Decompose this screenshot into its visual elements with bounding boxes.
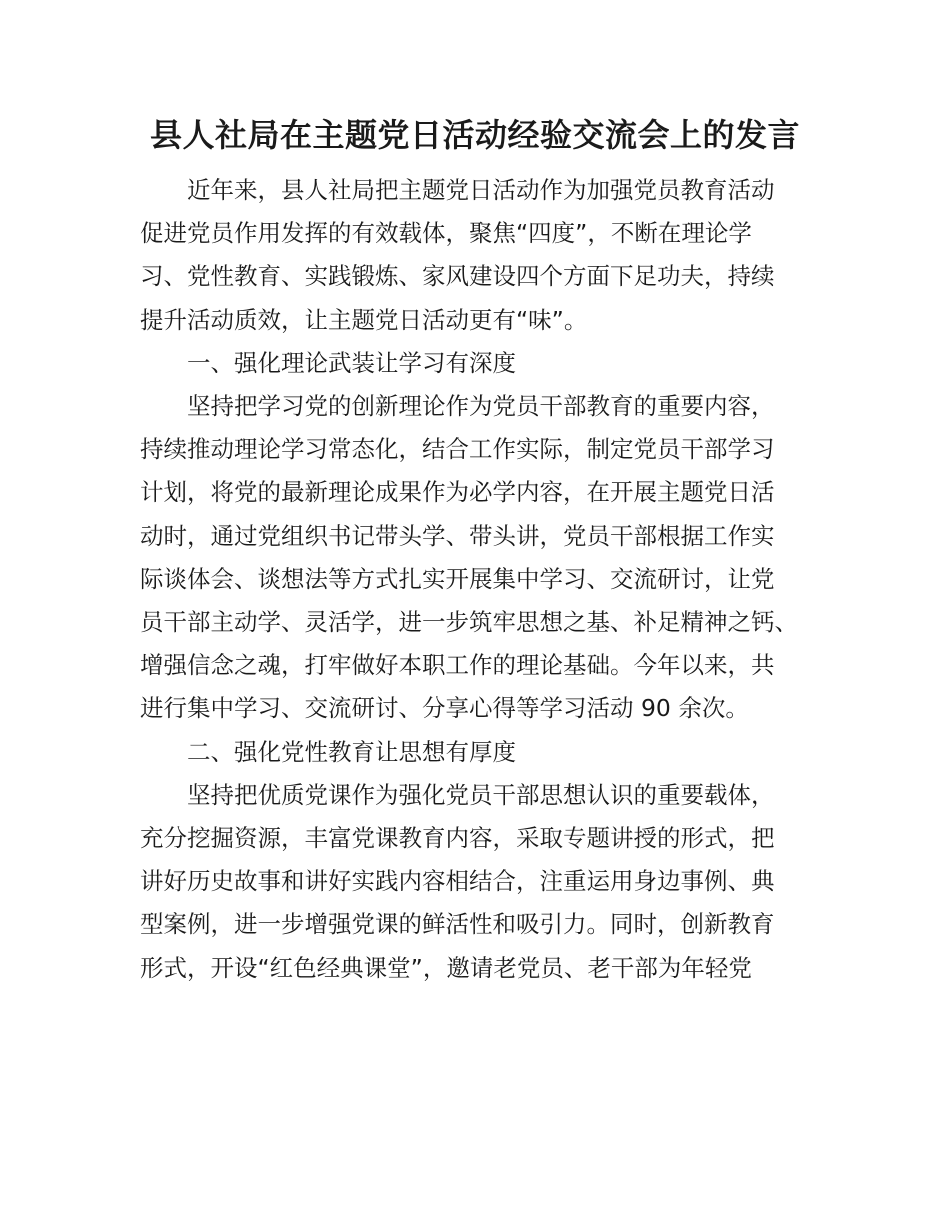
section-1-paragraph: 坚持把学习党的创新理论作为党员干部教育的重要内容， 持续推动理论学习常态化，结合工作实际，制定党员干部学习 计划，将党的最新理论成果作为必学内容，在开展主题党日活 动时，通过党组织书记带头学、带头讲，党员干部根据工作实 际谈体会、谈想法等方式扎实开展集中学习、交流研讨，让党 员干部主动学、灵活学，进一步筑牢思想之基、补足精神之钙、 增强信念之魂，打牢做好本职工作的理论基础。今年以来，共 进行集中学习、交流研讨、分享心得等学习活动 90 余次。 xyxy=(140,392,798,723)
section-2-paragraph: 坚持把优质党课作为强化党员干部思想认识的重要载体， 充分挖掘资源，丰富党课教育内容，采取专题讲授的形式，把 讲好历史故事和讲好实践内容相结合，注重运用身边事例、典 型案例，进一步增强党课的鲜活性和吸引力。同时，创新教育 形式，开设“红色经典课堂”，邀请老党员、老干部为年轻党 xyxy=(140,780,775,982)
document-title: 县人社局在主题党日活动经验交流会上的发言 xyxy=(149,116,800,154)
intro-paragraph: 近年来，县人社局把主题党日活动作为加强党员教育活动 促进党员作用发挥的有效载体，聚焦“四度”，不断在理论学 习、党性教育、实践锻炼、家风建设四个方面下足功夫，持续 提升活动质效，让主题党日活动更有“味”。 xyxy=(140,176,775,334)
document-body xyxy=(140,169,830,990)
section-heading-2: 二、强化党性教育让思想有厚度 xyxy=(187,737,516,766)
section-heading-1: 一、强化理论武装让学习有深度 xyxy=(187,348,516,377)
